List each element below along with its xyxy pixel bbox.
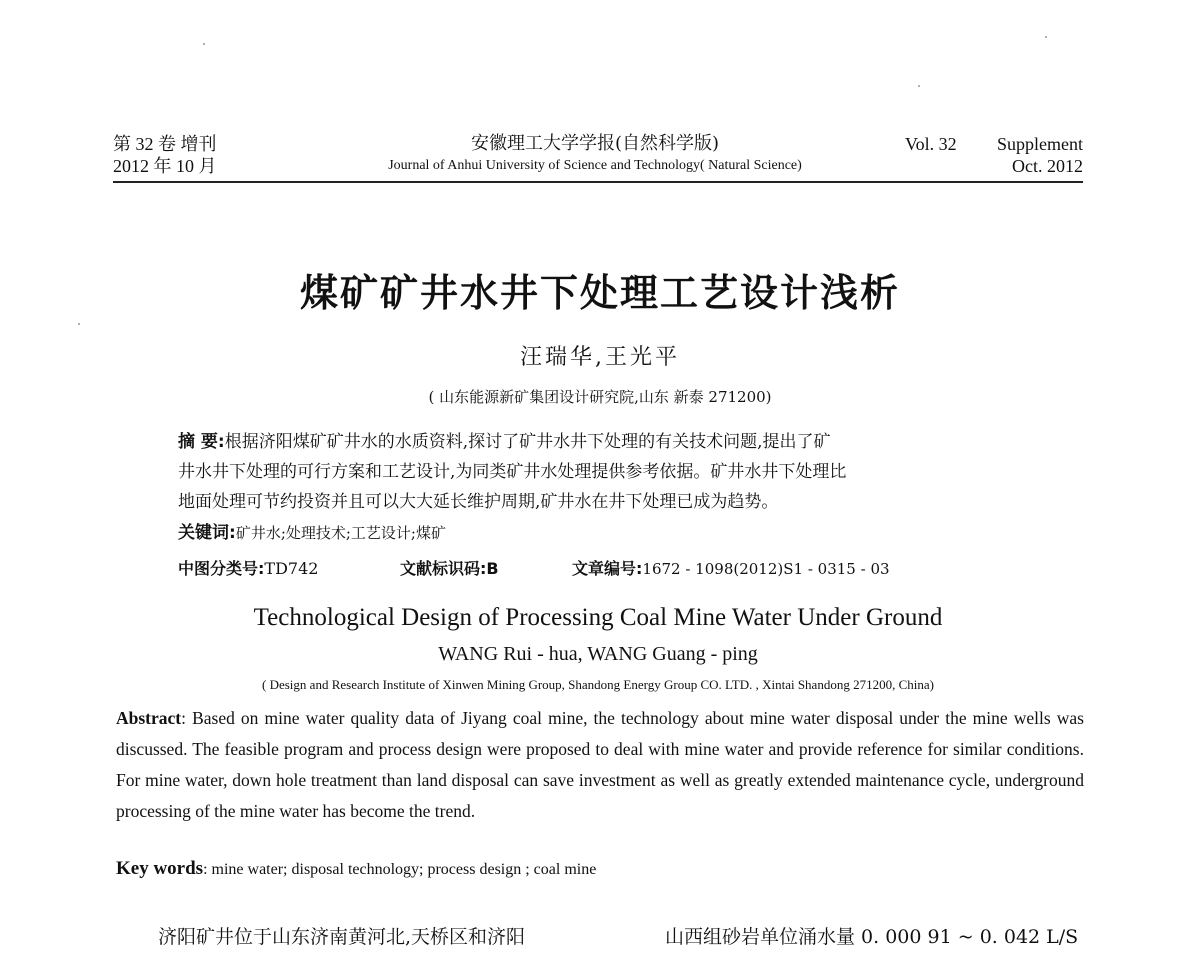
header-vol-en: Vol. 32 — [905, 134, 957, 154]
article-title-en: Technological Design of Processing Coal Mine Water Under Ground — [253, 604, 943, 631]
abstract-cn-line3: 地面处理可节约投资并且可以大大延长维护周期,矿井水在井下处理已成为趋势。 — [178, 492, 779, 512]
authors-cn: 汪瑞华,王光平 — [520, 345, 680, 370]
clc-number — [178, 556, 318, 579]
document-code — [400, 556, 499, 579]
scan-speck — [78, 323, 80, 325]
clc-value: TD742 — [264, 559, 319, 578]
scan-speck — [203, 43, 205, 45]
header-date-cn: 2012 年 10 月 — [113, 156, 217, 176]
keywords-en-text: : mine water; disposal technology; process design ; coal mine — [203, 861, 597, 878]
article-number-value: 1672 - 1098(2012)S1 - 0315 - 03 — [642, 560, 890, 578]
abstract-en-text: : Based on mine water quality data of Jiyang coal mine, the technology about mine water disposal under the mine wells was discussed. The feasible program and process design were proposed to deal with mine water and provide reference for similar conditions. For mine water, down hole treatment than land disposal can save investment as well as greatly extended maintenance cycle, underground processing of the mine water has become the trend. — [116, 708, 1084, 821]
abstract-cn-label: 摘 要: — [178, 432, 225, 452]
header-journal-cn: 安徽理工大学学报(自然科学版) — [470, 133, 720, 154]
abstract-cn-line2: 井水井下处理的可行方案和工艺设计,为同类矿井水处理提供参考依据。矿井水井下处理比 — [178, 462, 847, 482]
article-title-cn: 煤矿矿井水井下处理工艺设计浅析 — [299, 270, 900, 315]
keywords-cn — [178, 518, 1028, 548]
header-date-en: Oct. 2012 — [1012, 156, 1083, 176]
doc-code-value: B — [486, 559, 499, 578]
abstract-cn-text1: 根据济阳煤矿矿井水的水质资料,探讨了矿井水井下处理的有关技术问题,提出了矿 — [224, 432, 831, 452]
abstract-en-label: Abstract — [116, 708, 182, 728]
affiliation-en: ( Design and Research Institute of Xinwen Mining Group, Shandong Energy Group CO. LTD. , Xintai Shandong 271200, China) — [262, 677, 934, 692]
header-volume: 第 32 卷 增刊 — [113, 134, 217, 154]
article-number-label: 文章编号: — [572, 559, 643, 578]
abstract-en — [116, 703, 1084, 827]
clc-label: 中图分类号: — [178, 559, 265, 578]
abstract-cn-line1 — [178, 427, 1028, 457]
scan-speck — [918, 85, 920, 87]
body-text-left: 济阳矿井位于山东济南黄河北,天桥区和济阳 — [158, 926, 526, 948]
header-supplement: Supplement — [997, 134, 1083, 154]
keywords-cn-text: 矿井水;处理技术;工艺设计;煤矿 — [235, 524, 446, 542]
header-rule — [113, 181, 1083, 183]
keywords-cn-label: 关键词: — [178, 523, 236, 543]
affiliation-cn: ( 山东能源新矿集团设计研究院,山东 新泰 271200) — [428, 388, 772, 406]
article-number — [572, 556, 890, 579]
keywords-en-label: Key words — [116, 858, 204, 879]
scan-speck — [1045, 36, 1047, 38]
keywords-en — [116, 858, 596, 880]
authors-en: WANG Rui - hua, WANG Guang - ping — [438, 643, 758, 665]
doc-code-label: 文献标识码: — [400, 559, 487, 578]
body-text-right: 山西组砂岩单位涌水量 0. 000 91 ~ 0. 042 L/S — [665, 926, 1079, 948]
header-journal-en: Journal of Anhui University of Science and Technology( Natural Science) — [388, 158, 802, 173]
